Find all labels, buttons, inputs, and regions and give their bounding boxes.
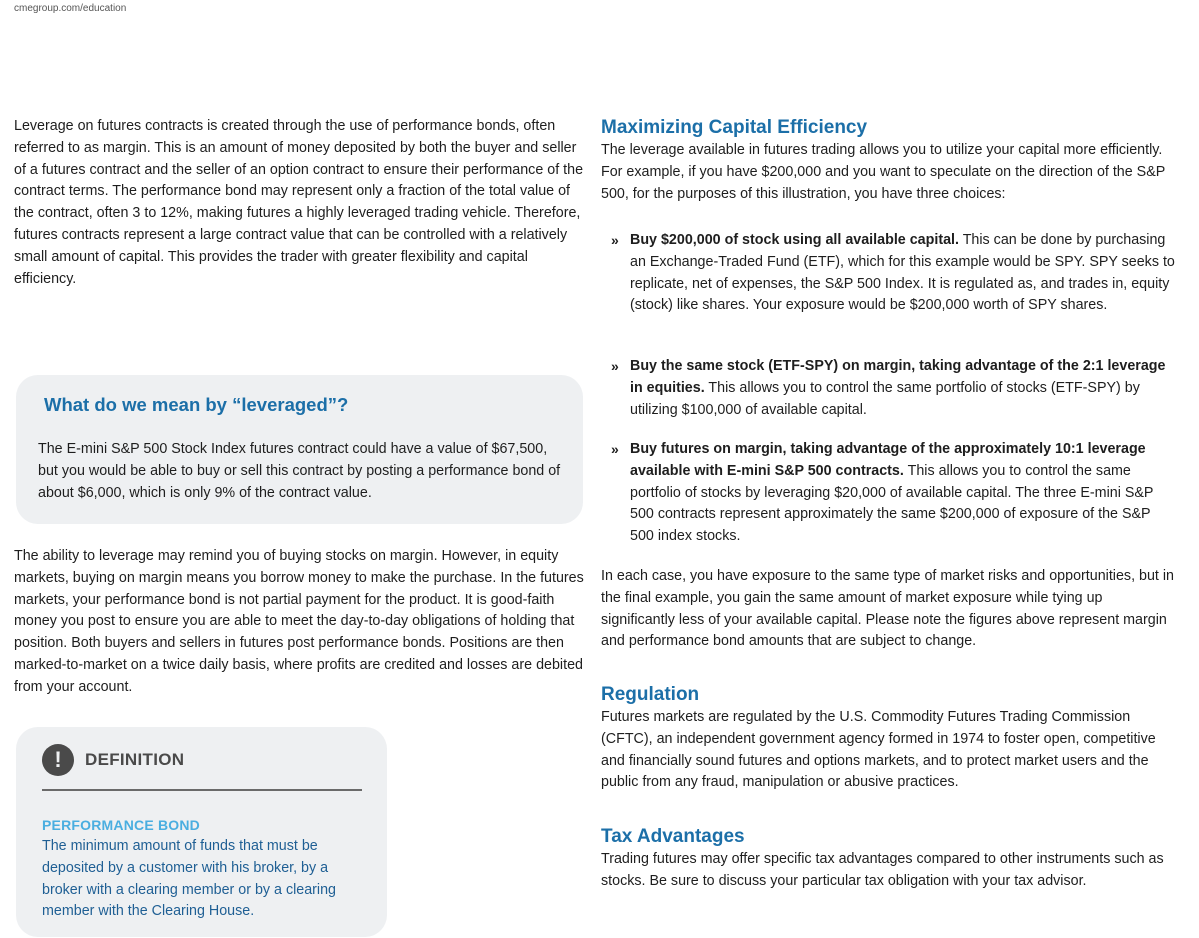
choice-bullet-body: This can be done by purchasing an Exchange-Traded Fund (ETF), which for this example would be SPY. SPY seeks to replicate, net of expenses, the S&P 500 Index. It is regulated as, and trades in, equity (stock) like shares. Your exposure would be $200,000 worth of SPY shares. <box>630 232 1175 314</box>
definition-callout-box <box>16 727 387 937</box>
regulation-text: Futures markets are regulated by the U.S. Commodity Futures Trading Commission (CFTC), an independent government agency formed in 1974 to foster open, competitive and financially sound futures and options markets, and to protect market users and the public from any fraud, manipulation or abusive practices. <box>601 709 1156 791</box>
choice-bullet-bold: Buy futures on margin, taking advantage of the approximately 10:1 leverage available with E-mini S&P 500 contracts. <box>630 441 1146 479</box>
definition-text: The minimum amount of funds that must be deposited by a customer with his broker, by a broker with a clearing member or by a clearing member with the Clearing House. <box>42 838 337 920</box>
choice-bullet-text <box>630 230 1175 317</box>
capital-efficiency-summary: In each case, you have exposure to the same type of market risks and opportunities, but in the final example, you gain the same amount of market exposure while tying up significantly less of your available capital. Please note the figures above represent margin and performance bond amounts that are subject to change. <box>601 568 1174 650</box>
choice-bullet-body: This allows you to control the same portfolio of stocks by leveraging $20,000 of available capital. The three E-mini S&P 500 contracts represent approximately the same $200,000 of exposure of the S&P 500 index stocks. <box>630 462 1154 545</box>
leverage-callout-box <box>16 375 583 524</box>
tax-advantages-heading: Tax Advantages <box>601 826 745 847</box>
regulation-heading: Regulation <box>601 684 700 705</box>
choice-bullet-bold: Buy the same stock (ETF-SPY) on margin, taking advantage of the 2:1 leverage in equities. <box>630 358 1166 396</box>
leverage-callout-text: The E-mini S&P 500 Stock Index futures contract could have a value of $67,500, but you would be able to buy or sell this contract by posting a performance bond of about $6,000, which is only 9% of the contract value. <box>38 441 561 501</box>
leverage-callout-title: What do we mean by “leveraged”? <box>44 394 349 415</box>
choice-bullet-body: This allows you to control the same portfolio of stocks (ETF-SPY) by utilizing $100,000 of available capital. <box>630 379 1140 418</box>
capital-efficiency-heading: Maximizing Capital Efficiency <box>601 117 868 138</box>
capital-efficiency-intro: The leverage available in futures trading allows you to utilize your capital more efficiently. For example, if you have $200,000 and you want to speculate on the direction of the S&P 500, for the purposes of this illustration, you have three choices: <box>601 142 1166 202</box>
bullet-chevron-icon: » <box>611 441 619 457</box>
exclamation-icon: ! <box>42 744 74 776</box>
definition-divider <box>42 789 362 791</box>
definition-heading: DEFINITION <box>85 750 185 769</box>
margin-paragraph: The ability to leverage may remind you of buying stocks on margin. However, in equity markets, buying on margin means you borrow money to make the purchase. In the futures markets, your performance bond is not partial payment for the product. It is good-faith money you post to ensure you are able to meet the day-to-day obligations of holding that position. Both buyers and sellers in futures post performance bonds. Positions are then marked-to-market on a twice daily basis, where profits are credited and losses are debited from your account. <box>14 548 584 695</box>
definition-term: PERFORMANCE BOND <box>42 817 200 833</box>
page-url: cmegroup.com/education <box>14 3 127 14</box>
choice-bullet-text <box>630 439 1175 548</box>
tax-advantages-text: Trading futures may offer specific tax advantages compared to other instruments such as stocks. Be sure to discuss your particular tax obligation with your tax advisor. <box>601 851 1164 889</box>
bullet-chevron-icon: » <box>611 358 619 374</box>
choice-bullet-text <box>630 356 1175 421</box>
choice-bullet-bold: Buy $200,000 of stock using all available capital. <box>630 232 959 248</box>
intro-paragraph: Leverage on futures contracts is created through the use of performance bonds, often referred to as margin. This is an amount of money deposited by both the buyer and seller of a futures contract and the seller of an option contract to ensure their performance of the contract terms. The performance bond may represent only a fraction of the total value of the contract, often 3 to 12%, making futures a highly leveraged trading vehicle. Therefore, futures contracts represent a large contract value that can be controlled with a relatively small amount of capital. This provides the trader with greater flexibility and capital efficiency. <box>14 118 584 287</box>
bullet-chevron-icon: » <box>611 232 619 248</box>
